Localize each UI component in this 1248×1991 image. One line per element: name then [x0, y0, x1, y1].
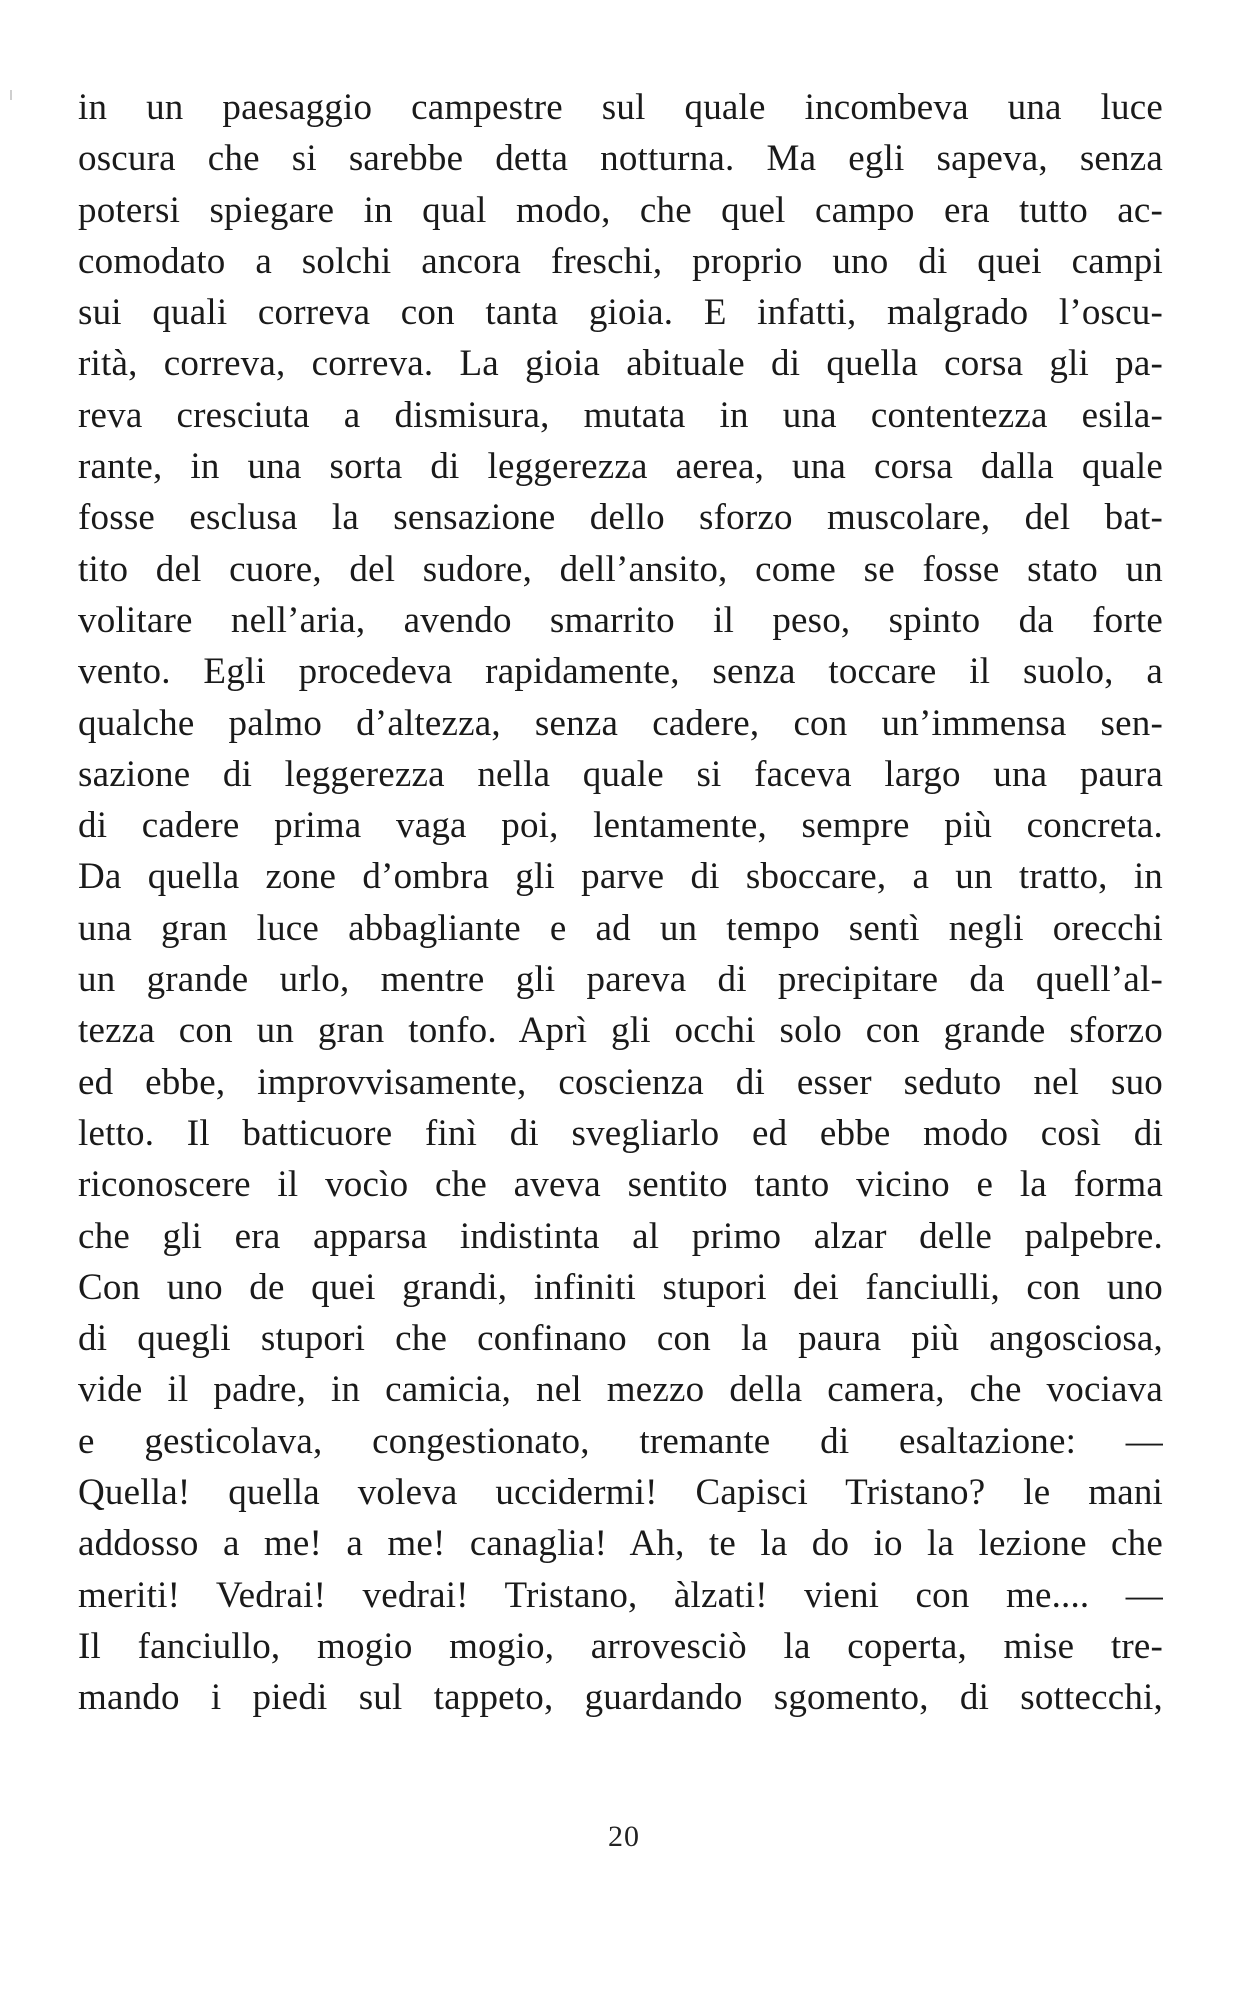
text-line-19: tezza con un gran tonfo. Aprì gli occhi solo con grande sforzo — [78, 1010, 1163, 1052]
text-line-14: sazione di leggerezza nella quale si faceva largo una paura — [78, 753, 1163, 795]
text-line-31: Il fanciullo, mogio mogio, arrovesciò la coperta, mise tre- — [78, 1625, 1163, 1667]
text-line-32: mando i piedi sul tappeto, guardando sgomento, di sottecchi, — [78, 1677, 1163, 1719]
text-line-29: addosso a me! a me! canaglia! Ah, te la do io la lezione che — [78, 1523, 1163, 1565]
text-line-16: Da quella zone d’ombra gli parve di sboccare, a un tratto, in — [78, 856, 1163, 898]
text-line-28: Quella! quella voleva uccidermi! Capisci Tristano? le mani — [78, 1472, 1163, 1514]
text-line-21: letto. Il batticuore finì di svegliarlo ed ebbe modo così di — [78, 1112, 1163, 1154]
text-line-24: Con uno de quei grandi, infiniti stupori dei fanciulli, con uno — [78, 1266, 1163, 1308]
body-text — [78, 82, 1163, 1724]
text-line-12: vento. Egli procedeva rapidamente, senza toccare il suolo, a — [78, 651, 1163, 693]
text-line-13: qualche palmo d’altezza, senza cadere, con un’immensa sen- — [78, 702, 1163, 744]
text-line-27: e gesticolava, congestionato, tremante di esaltazione: — — [78, 1420, 1163, 1462]
text-line-4: comodato a solchi ancora freschi, proprio uno di quei campi — [78, 240, 1163, 282]
text-line-6: rità, correva, correva. La gioia abituale di quella corsa gli pa- — [78, 343, 1163, 385]
text-line-23: che gli era apparsa indistinta al primo alzar delle palpebre. — [78, 1215, 1163, 1257]
page-number: 20 — [608, 1820, 640, 1853]
text-line-8: rante, in una sorta di leggerezza aerea, una corsa dalla quale — [78, 446, 1163, 488]
text-line-15: di cadere prima vaga poi, lentamente, sempre più concreta. — [78, 805, 1163, 847]
text-line-30: meriti! Vedrai! vedrai! Tristano, àlzati! vieni con me.... — — [78, 1574, 1163, 1616]
text-line-20: ed ebbe, improvvisamente, coscienza di esser seduto nel suo — [78, 1061, 1163, 1103]
text-line-25: di quegli stupori che confinano con la paura più angosciosa, — [78, 1318, 1163, 1360]
text-line-5: sui quali correva con tanta gioia. E infatti, malgrado l’oscu- — [78, 292, 1163, 334]
text-line-22: riconoscere il vocìo che aveva sentito tanto vicino e la forma — [78, 1164, 1163, 1206]
text-line-17: una gran luce abbagliante e ad un tempo sentì negli orecchi — [78, 907, 1163, 949]
text-line-10: tito del cuore, del sudore, dell’ansito, come se fosse stato un — [78, 548, 1163, 590]
text-line-11: volitare nell’aria, avendo smarrito il peso, spinto da forte — [78, 599, 1163, 641]
text-line-3: potersi spiegare in qual modo, che quel campo era tutto ac- — [78, 189, 1163, 231]
text-line-2: oscura che si sarebbe detta notturna. Ma egli sapeva, senza — [78, 138, 1163, 180]
scan-margin-mark — [10, 90, 12, 100]
text-line-7: reva cresciuta a dismisura, mutata in una contentezza esila- — [78, 394, 1163, 436]
text-line-26: vide il padre, in camicia, nel mezzo della camera, che vociava — [78, 1369, 1163, 1411]
text-line-18: un grande urlo, mentre gli pareva di precipitare da quell’al- — [78, 959, 1163, 1001]
text-line-9: fosse esclusa la sensazione dello sforzo muscolare, del bat- — [78, 497, 1163, 539]
text-line-1: in un paesaggio campestre sul quale incombeva una luce — [78, 87, 1163, 128]
